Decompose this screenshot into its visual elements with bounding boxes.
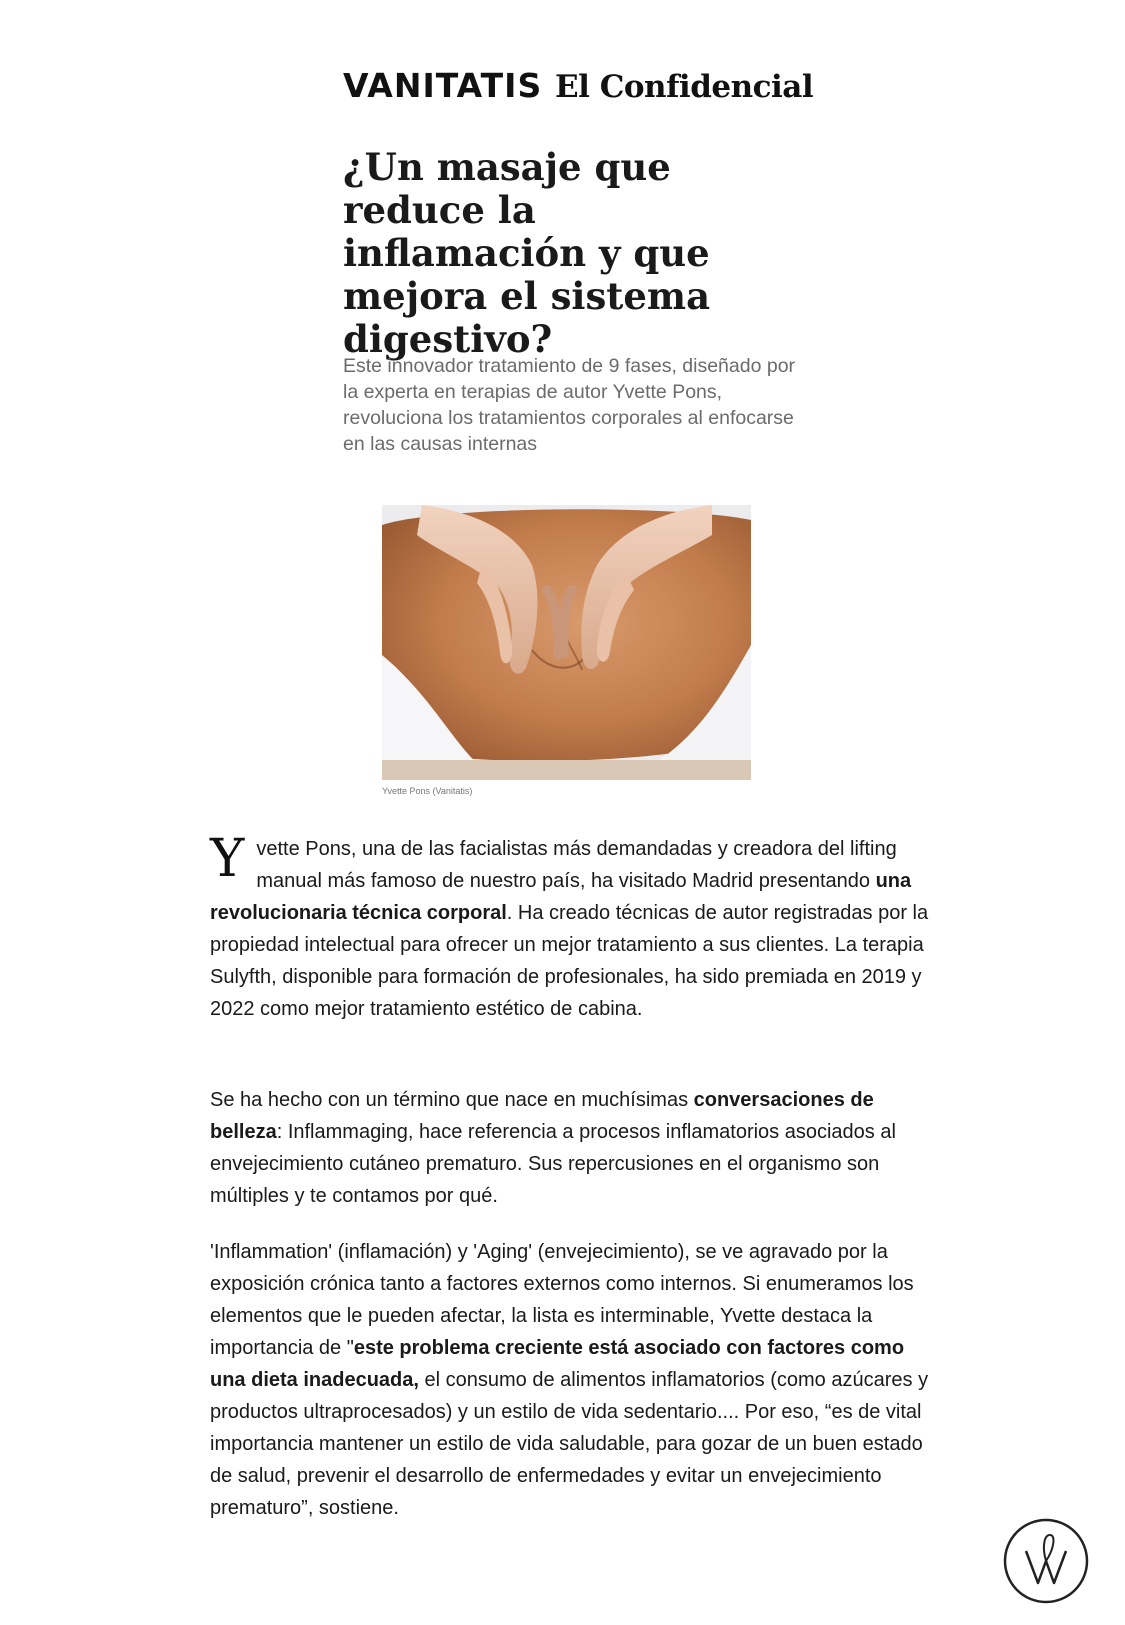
paragraph-3-text-a: 'Inflammation' (inflamación) y 'Aging' (envejecimiento), se ve agravado por la exposición crónica tanto a factores externos como internos. Si enumeramos los elementos que le pueden afectar, la lista es interminable, Yvette destaca la importancia de " <box>210 1241 914 1359</box>
massage-photo-illustration <box>382 505 751 780</box>
paragraph-3-text-b: el consumo de alimentos inflamatorios (como azúcares y productos ultraprocesados) y un estilo de vida sedentario.... Por eso, “es de vital importancia mantener un estilo de vida saludable, para gozar de un buen estado de salud, prevenir el desarrollo de enfermedades y evitar un envejecimiento prematuro”, sostiene. <box>210 1369 929 1519</box>
paragraph-1 <box>210 829 930 1025</box>
article-image <box>382 505 751 780</box>
paragraph-2-text-a: Se ha hecho con un término que nace en muchísimas <box>210 1089 694 1111</box>
paragraph-2 <box>210 1084 930 1212</box>
paragraph-2-text-b: : Inflammaging, hace referencia a procesos inflamatorios asociados al envejecimiento cutáneo prematuro. Sus repercusiones en el organismo son múltiples y te contamos por qué. <box>210 1121 896 1207</box>
paragraph-3 <box>210 1236 930 1524</box>
article-subtitle: Este innovador tratamiento de 9 fases, diseñado por la experta en terapias de autor Yvette Pons, revoluciona los tratamientos corporales al enfocarse en las causas internas <box>343 355 796 455</box>
drop-cap: Y <box>210 829 245 889</box>
paragraph-1-text-b: . Ha creado técnicas de autor registradas por la propiedad intelectual para ofrecer un mejor tratamiento a sus clientes. La terapia Sulyfth, disponible para formación de profesionales, ha sido premiada en 2019 y 2022 como mejor tratamiento estético de cabina. <box>210 902 929 1020</box>
brand-el-confidencial-logo: El Confidencial <box>555 69 814 105</box>
image-caption: Yvette Pons (Vanitatis) <box>382 786 473 796</box>
paragraph-1-bold: una revolucionaria técnica corporal <box>210 870 912 924</box>
article-headline: ¿Un masaje que reduce la inflamación y que mejora el sistema digestivo? <box>343 145 711 361</box>
w-monogram-icon <box>1002 1517 1090 1605</box>
paragraph-3-bold: este problema creciente está asociado con factores como una dieta inadecuada, <box>210 1337 905 1391</box>
paragraph-1-text-a: vette Pons, una de las facialistas más demandadas y creadora del lifting manual más famoso de nuestro país, ha visitado Madrid presentando <box>256 838 897 892</box>
brand-vanitatis-logo: VANITATIS <box>343 66 543 105</box>
paragraph-2-bold: conversaciones de belleza <box>210 1089 874 1143</box>
